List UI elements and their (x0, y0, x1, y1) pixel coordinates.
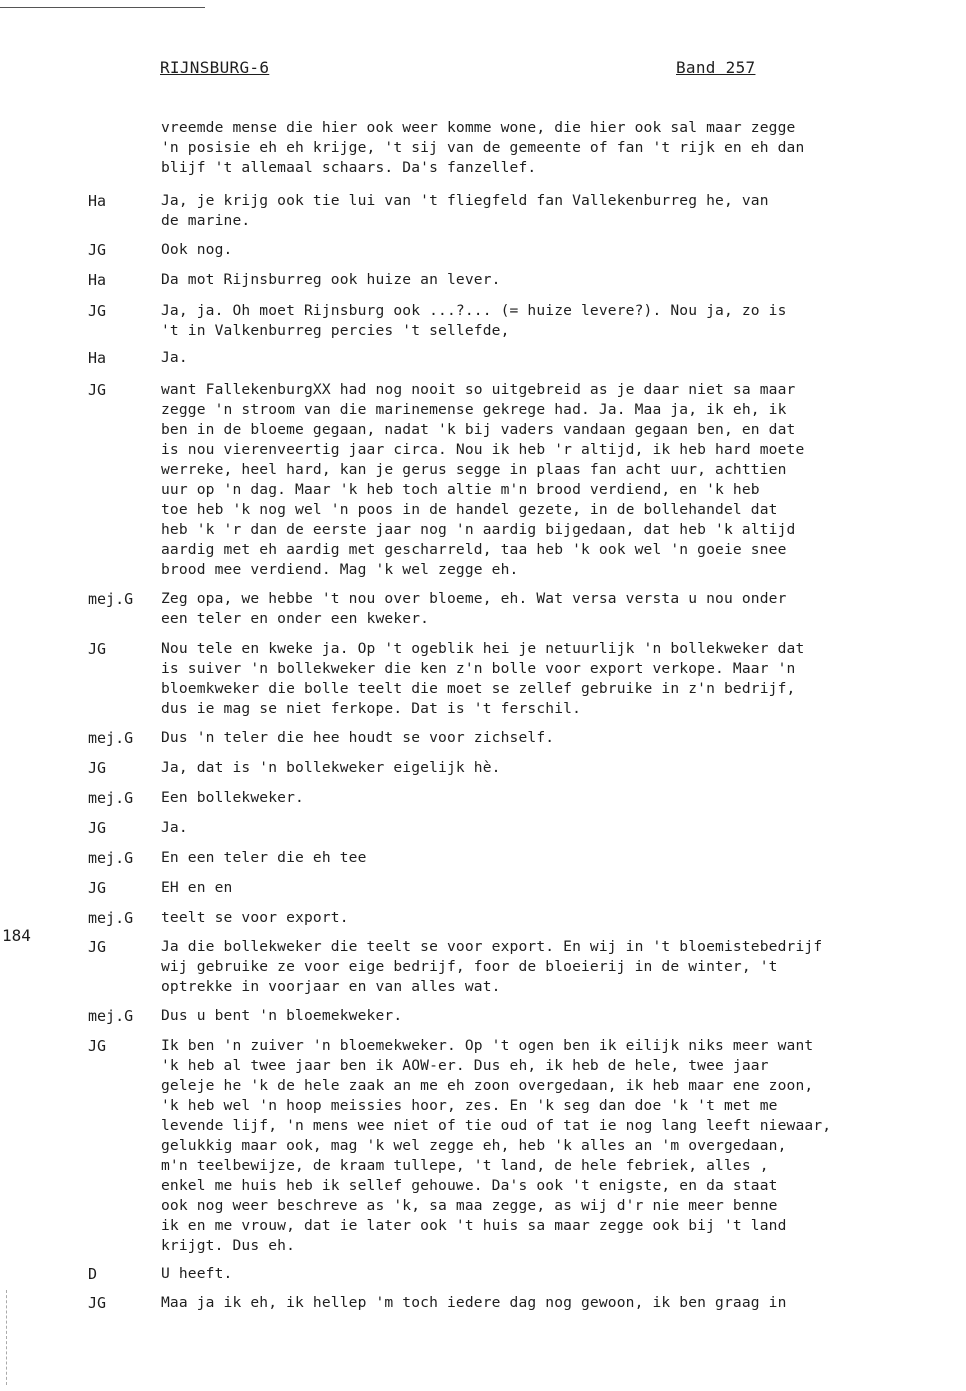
utterance-line: Ja, ja. Oh moet Rijnsburg ook ...?... (= huize levere?). Nou ja, zo is (161, 302, 787, 319)
margin-mark (6, 1290, 8, 1385)
utterance-line: Ja, dat is 'n bollekweker eigelijk hè. (161, 759, 501, 776)
utterance-line: EH en en (161, 879, 233, 896)
utterance-line: Da mot Rijnsburreg ook huize an lever. (161, 271, 501, 288)
utterance (161, 1264, 961, 1284)
speaker-label: mej.G (88, 1007, 134, 1025)
speaker-label: mej.G (88, 590, 134, 608)
utterance-line: Ja die bollekweker die teelt se voor export. En wij in 't bloemistebedrijf (161, 938, 823, 955)
utterance-line: werreke, heel hard, kan je gerus segge in plaas fan acht uur, achttien (161, 461, 787, 478)
utterance-line: aardig met eh aardig met gescharreld, taa heb 'k ook wel 'n goeie snee (161, 541, 787, 558)
speaker-label: mej.G (88, 909, 134, 927)
utterance (161, 818, 961, 838)
speaker-label: JG (88, 1037, 107, 1055)
utterance (161, 380, 961, 580)
utterance (161, 788, 961, 808)
utterance-line: wij gebruike ze voor eige bedrijf, foor de bloeierij in de winter, 't (161, 958, 778, 975)
utterance-line: Dus 'n teler die hee houdt se voor zichself. (161, 729, 555, 746)
utterance-line: bloemkweker die bolle teelt die moet se zellef gebruike in z'n bedrijf, (161, 680, 796, 697)
speaker-label: mej.G (88, 849, 134, 867)
utterance-line: brood mee verdiend. Mag 'k wel zegge eh. (161, 561, 519, 578)
utterance (161, 758, 961, 778)
utterance-line: blijf 't allemaal schaars. Da's fanzellef. (161, 159, 537, 176)
speaker-label: JG (88, 241, 107, 259)
speaker-label: JG (88, 1294, 107, 1312)
utterance-line: Ik ben 'n zuiver 'n bloemekweker. Op 't ogen ben ik eilijk niks meer want (161, 1037, 814, 1054)
utterance (161, 118, 961, 178)
utterance (161, 1006, 961, 1026)
utterance-line: teelt se voor export. (161, 909, 349, 926)
utterance-line: een teler en onder een kweker. (161, 610, 430, 627)
utterance (161, 589, 961, 629)
utterance-line: vreemde mense die hier ook weer komme wone, die hier ook sal maar zegge (161, 119, 796, 136)
band-number: Band 257 (676, 58, 756, 77)
utterance (161, 348, 961, 368)
utterance-line: Een bollekweker. (161, 789, 304, 806)
utterance (161, 1293, 961, 1313)
speaker-label: mej.G (88, 729, 134, 747)
utterance (161, 878, 961, 898)
utterance-line: Nou tele en kweke ja. Op 't ogeblik hei je netuurlijk 'n bollekweker dat (161, 640, 805, 657)
utterance-line: zegge 'n stroom van die marinemense gekrege had. Ja. Maa ja, ik eh, ik (161, 401, 787, 418)
utterance (161, 639, 961, 719)
utterance-line: enkel me huis heb ik sellef gehouwe. Da's ook 't enigste, en da staat (161, 1177, 778, 1194)
utterance (161, 908, 961, 928)
margin-page-number: 184 (2, 926, 31, 945)
utterance-line: optrekke in voorjaar en van alles wat. (161, 978, 501, 995)
utterance (161, 240, 961, 260)
speaker-label: JG (88, 938, 107, 956)
speaker-label: JG (88, 381, 107, 399)
top-rule (0, 7, 205, 8)
speaker-label: JG (88, 759, 107, 777)
speaker-label: mej.G (88, 789, 134, 807)
utterance-line: gelukkig maar ook, mag 'k wel zegge eh, heb 'k alles an 'm overgedaan, (161, 1137, 787, 1154)
speaker-label: JG (88, 819, 107, 837)
utterance-line: levende lijf, 'n mens wee niet of tie oud of tat ie nog lang leeft niewaar, (161, 1117, 832, 1134)
utterance (161, 848, 961, 868)
utterance-line: 'k heb wel 'n hoop meissies hoor, zes. En 'k seg dan doe 'k 't met me (161, 1097, 778, 1114)
utterance-line: ik en me vrouw, dat ie later ook 't huis sa maar zegge ook bij 't land (161, 1217, 787, 1234)
utterance-line: Ja. (161, 349, 188, 366)
utterance-line: 'k heb al twee jaar ben ik AOW-er. Dus eh, ik heb de hele, twee jaar (161, 1057, 769, 1074)
utterance-line: ook nog weer beschreve as 'k, sa maa zegge, as wij d'r nie meer benne (161, 1197, 778, 1214)
utterance-line: Ja. (161, 819, 188, 836)
utterance (161, 1036, 961, 1256)
utterance-line: Dus u bent 'n bloemekweker. (161, 1007, 403, 1024)
speaker-label: JG (88, 640, 107, 658)
speaker-label: Ha (88, 192, 107, 210)
utterance-line: 'n posisie eh eh krijge, 't sij van de gemeente of fan 't rijk en eh dan (161, 139, 805, 156)
utterance-line: En een teler die eh tee (161, 849, 367, 866)
utterance-line: uur op 'n dag. Maar 'k heb toch altie m'n brood verdiend, en 'k heb (161, 481, 760, 498)
utterance-line: toe heb 'k nog wel 'n poos in de handel gezete, in de bollehandel dat (161, 501, 778, 518)
document-title: RIJNSBURG-6 (160, 58, 270, 77)
utterance-line: geleje he 'k de hele zaak an me eh zoon overgedaan, ik heb maar ene zoon, (161, 1077, 814, 1094)
utterance-line: de marine. (161, 212, 251, 229)
utterance-line: 't in Valkenburreg percies 't sellefde, (161, 322, 510, 339)
utterance (161, 270, 961, 290)
utterance-line: Ja, je krijg ook tie lui van 't fliegfeld fan Vallekenburreg he, van (161, 192, 769, 209)
speaker-label: D (88, 1265, 98, 1283)
utterance-line: U heeft. (161, 1265, 233, 1282)
speaker-label: Ha (88, 271, 107, 289)
utterance (161, 728, 961, 748)
speaker-label: JG (88, 879, 107, 897)
utterance-line: is nou vierenveertig jaar circa. Nou ik heb 'r altijd, ik heb hard moete (161, 441, 805, 458)
utterance-line: Zeg opa, we hebbe 't nou over bloeme, eh. Wat versa versta u nou onder (161, 590, 787, 607)
utterance-line: Maa ja ik eh, ik hellep 'm toch iedere dag nog gewoon, ik ben graag in (161, 1294, 787, 1311)
utterance (161, 937, 961, 997)
utterance (161, 301, 961, 341)
speaker-label: Ha (88, 349, 107, 367)
utterance-line: is suiver 'n bollekweker die ken z'n bolle voor export verkope. Maar 'n (161, 660, 796, 677)
utterance-line: want FallekenburgXX had nog nooit so uitgebreid as je daar niet sa maar (161, 381, 796, 398)
utterance-line: m'n teelbewijze, de kraam tullepe, 't land, de hele febriek, alles , (161, 1157, 769, 1174)
utterance-line: dus ie mag se niet ferkope. Dat is 't ferschil. (161, 700, 582, 717)
utterance-line: krijgt. Dus eh. (161, 1237, 296, 1254)
utterance (161, 191, 961, 231)
utterance-line: Ook nog. (161, 241, 233, 258)
utterance-line: ben in de bloeme gegaan, nadat 'k bij vaders vandaan gegaan ben, en dat (161, 421, 796, 438)
utterance-line: heb 'k 'r dan de eerste jaar nog 'n aardig bijgedaan, dat heb 'k altijd (161, 521, 796, 538)
speaker-label: JG (88, 302, 107, 320)
